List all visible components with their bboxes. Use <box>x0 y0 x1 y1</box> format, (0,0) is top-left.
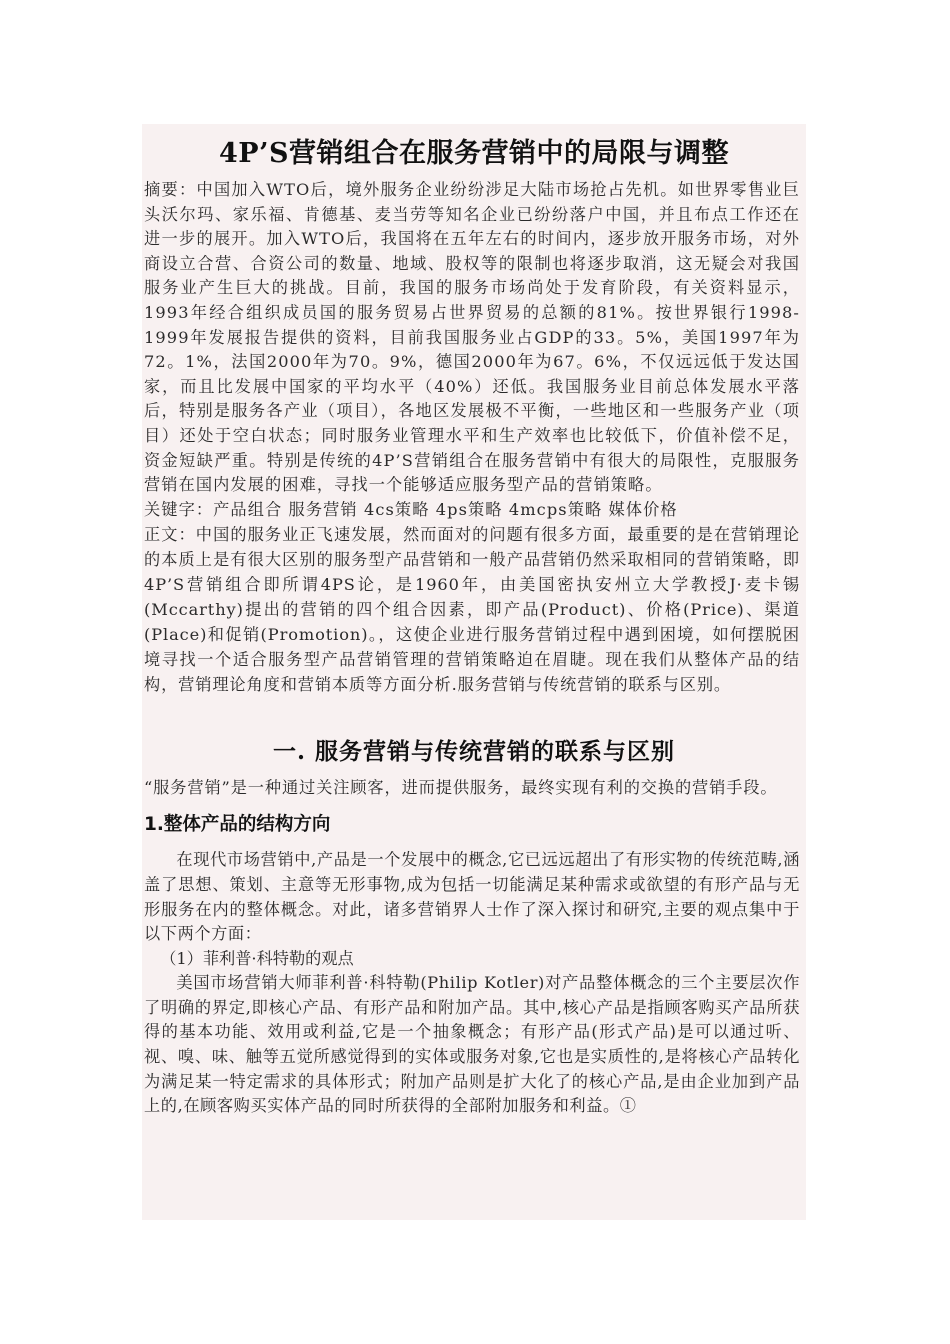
body-paragraph-1: 在现代市场营销中,产品是一个发展中的概念,它已远远超出了有形实物的传统范畴,涵盖了思想、策划、主意等无形事物,成为包括一切能满足某种需求或欲望的有形产品与无形服务在内的整体概念。对此，诸多营销界人士作了深入探讨和研究,主要的观点集中于以下两个方面： <box>144 850 800 944</box>
document-title: 4P’S营销组合在服务营销中的局限与调整 <box>219 138 729 169</box>
main-text-paragraph: 正文：中国的服务业正飞速发展，然而面对的问题有很多方面，最重要的是在营销理论的本质上是有很大区别的服务型产品营销和一般产品营销仍然采取相同的营销策略，即4P’S营销组合即所谓4PS论，是1960年，由美国密执安州立大学教授J·麦卡锡(Mccarthy)提出的营销的四个组合因素，即产品(Product)、价格(Price)、渠道(Place)和促销(Promotion)。，这使企业进行服务营销过程中遇到困境，如何摆脱困境寻找一个适合服务型产品营销管理的营销策略迫在眉睫。现在我们从整体产品的结构，营销理论角度和营销本质等方面分析.服务营销与传统营销的联系与区别。 <box>144 525 800 695</box>
document-page <box>142 124 806 1220</box>
subsection-heading: 1.整体产品的结构方向 <box>144 814 331 836</box>
body-paragraph-2: 美国市场营销大师菲利普·科特勒(Philip Kotler)对产品整体概念的三个主要层次作了明确的界定,即核心产品、有形产品和附加产品。其中,核心产品是指顾客购买产品所获得的基本功能、效用或利益,它是一个抽象概念；有形产品(形式产品)是可以通过听、视、嗅、味、触等五觉所感觉得到的实体或服务对象,它也是实质性的,是将核心产品转化为满足某一特定需求的具体形式；附加产品则是扩大化了的核心产品,是由企业加到产品上的,在顾客购买实体产品的同时所获得的全部附加服务和利益。① <box>144 973 800 1116</box>
definition-paragraph: “服务营销”是一种通过关注顾客，进而提供服务，最终实现有利的交换的营销手段。 <box>144 778 778 798</box>
abstract-paragraph: 摘要：中国加入WTO后，境外服务企业纷纷涉足大陆市场抢占先机。如世界零售业巨头沃尔玛、家乐福、肯德基、麦当劳等知名企业已纷纷落户中国，并且布点工作还在进一步的展开。加入WTO后，我国将在五年左右的时间内，逐步放开服务市场，对外商设立合营、合资公司的数量、地域、股权等的限制也将逐步取消，这无疑会对我国服务业产生巨大的挑战。目前，我国的服务市场尚处于发育阶段，有关资料显示，1993年经合组织成员国的服务贸易占世界贸易的总额的81%。按世界银行1998-1999年发展报告提供的资料，目前我国服务业占GDP的33。5%，美国1997年为72。1%，法国2000年为70。9%，德国2000年为67。6%，不仅远远低于发达国家，而且比发展中国家的平均水平（40%）还低。我国服务业目前总体发展水平落后，特别是服务各产业（项目），各地区发展极不平衡，一些地区和一些服务产业（项目）还处于空白状态；同时服务业管理水平和生产效率也比较低下，价值补偿不足，资金短缺严重。特别是传统的4P’S营销组合在服务营销中有很大的局限性，克服服务营销在国内发展的困难，寻找一个能够适应服务型产品的营销策略。 <box>144 180 800 495</box>
section-heading: 一. 服务营销与传统营销的联系与区别 <box>272 738 675 766</box>
list-item-heading: （1）菲利普·科特勒的观点 <box>160 948 354 968</box>
keywords-line: 关键字：产品组合 服务营销 4cs策略 4ps策略 4mcps策略 媒体价格 <box>144 499 678 519</box>
